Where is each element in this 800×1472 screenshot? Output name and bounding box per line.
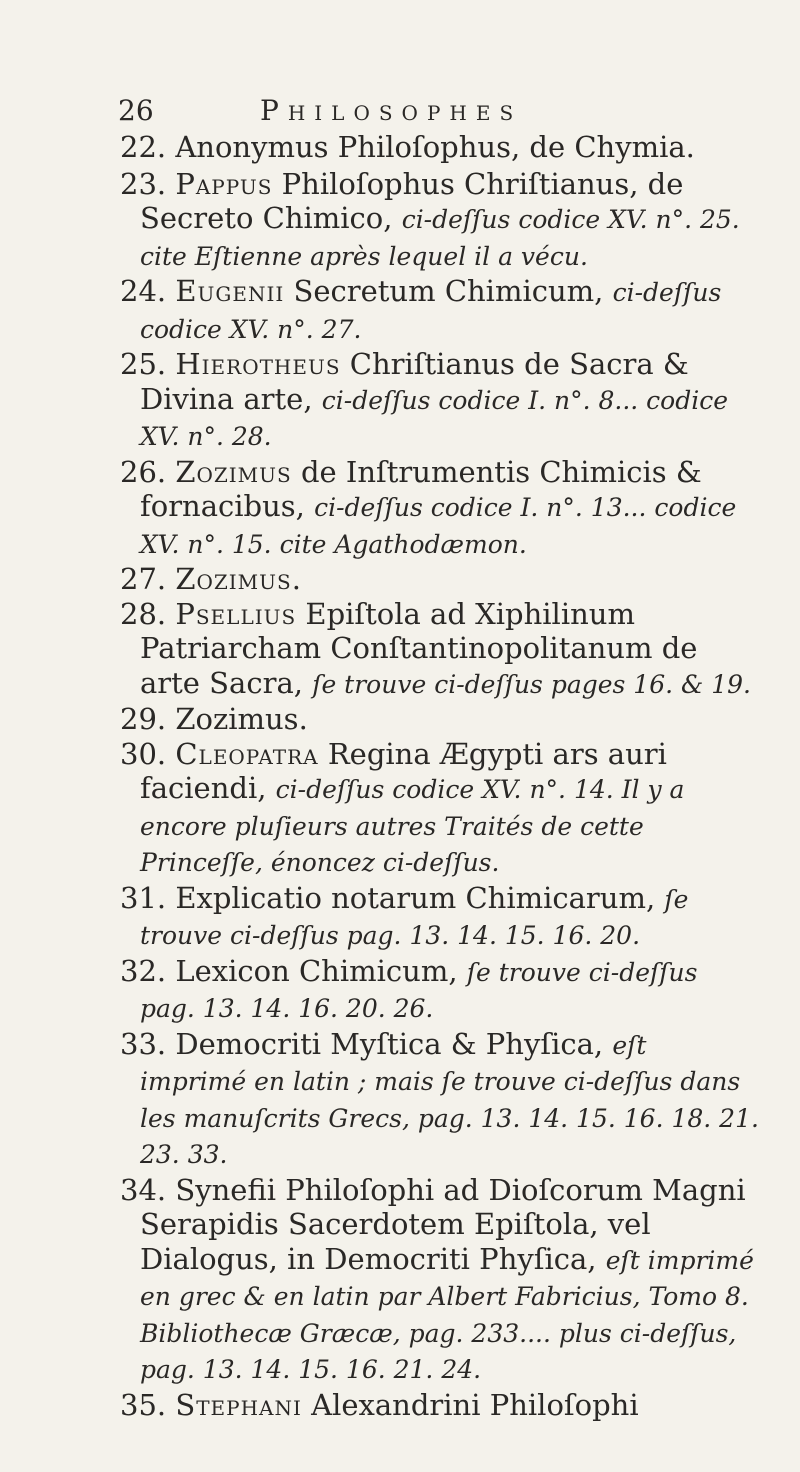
entry-text: Synefii Philoſophi ad Dioſcorum Magni Serapidis Sacerdotem Epiſtola, vel Dialogus, in Democriti Phyſica,	[140, 1172, 746, 1276]
entry-note: ſe trouve ci-deſſus pages 16. & 19.	[312, 669, 751, 699]
list-item	[120, 167, 760, 275]
list-item	[120, 1173, 760, 1388]
entry-note: ci-deſſus codice XV. n°. 27.	[140, 278, 722, 344]
entry-text: Chriſtianus de Sacra & Divina arte,	[140, 347, 689, 416]
entry-number: 28.	[120, 596, 167, 631]
running-title: Philosophes	[260, 94, 523, 127]
list-item	[120, 954, 760, 1027]
entry-number: 32.	[120, 953, 167, 988]
entry-number: 34.	[120, 1172, 167, 1207]
entry-note: ſe trouve ci-deſſus pag. 13. 14. 16. 20. 26.	[140, 957, 698, 1023]
entry-text: Secretum Chimicum,	[293, 274, 604, 308]
list-item	[120, 597, 760, 703]
entry-number: 35.	[120, 1387, 167, 1422]
author-name: Eugenii	[175, 274, 285, 308]
author-name: Zozimus.	[175, 562, 302, 596]
page-number: 26	[118, 94, 154, 127]
list-item	[120, 562, 760, 597]
author-name: Cleopatra	[175, 736, 319, 771]
entry-text: de Inſtrumentis Chimicis & fornacibus,	[140, 454, 702, 523]
entry-text: Alexandrini Philoſophi	[311, 1387, 639, 1422]
entry-text: Democriti Myſtica & Phyſica,	[175, 1026, 604, 1061]
author-name: Pappus	[175, 166, 273, 201]
entry-number: 22.	[120, 130, 167, 164]
entry-text: Philoſophus Chriſtianus, de Secreto Chimico,	[140, 166, 684, 235]
list-item	[120, 130, 760, 167]
catalogue-entries	[120, 130, 760, 1422]
entry-number: 33.	[120, 1026, 167, 1061]
entry-note: ci-deſſus codice XV. n°. 25. cite Eſtienne après lequel il a vécu.	[140, 205, 740, 271]
entry-note: ci-deſſus codice I. n°. 13... codice XV. n°. 15. cite Agathodæmon.	[140, 493, 737, 559]
entry-number: 29.	[120, 702, 167, 736]
author-name: Zozimus	[175, 454, 292, 489]
entry-text: Anonymus Philoſophus, de Chymia.	[175, 130, 695, 164]
entry-note: ci-deſſus codice XV. n°. 14. Il y a encore pluſieurs autres Traités de cette Princeſſe, énoncez ci-deſſus.	[140, 775, 685, 877]
author-name: Hierotheus	[175, 347, 341, 381]
entry-number: 27.	[120, 562, 167, 596]
list-item	[120, 881, 760, 954]
author-name: Psellius	[175, 596, 297, 631]
entry-note: eſt imprimé en latin ; mais ſe trouve ci-deſſus dans les manuſcrits Grecs, pag. 13. 14. 15. 16. 18. 21. 23. 33.	[140, 1030, 759, 1169]
entry-number: 23.	[120, 166, 167, 201]
author-name: Stephani	[175, 1387, 302, 1422]
entry-text: Zozimus.	[175, 702, 308, 736]
entry-text: Epiſtola ad Xiphilinum Patriarcham Conſtantinopolitanum de arte Sacra,	[140, 596, 698, 700]
entry-text: Regina Ægypti ars auri faciendi,	[140, 736, 667, 805]
entry-text: Lexicon Chimicum,	[175, 953, 458, 988]
entry-number: 31.	[120, 880, 167, 915]
entry-note: eſt imprimé en grec & en latin par Albert Fabricius, Tomo 8. Bibliothecæ Græcæ, pag. 233.... plus ci-deſſus, pag. 13. 14. 15. 16. 21. 24.	[140, 1245, 754, 1384]
list-item	[120, 274, 760, 347]
running-head	[118, 94, 718, 134]
list-item	[120, 1027, 760, 1173]
list-item	[120, 737, 760, 881]
entry-number: 24.	[120, 274, 167, 308]
list-item	[120, 1388, 760, 1423]
entry-note: ci-deſſus codice I. n°. 8... codice XV. n°. 28.	[140, 385, 729, 451]
entry-text: Explicatio notarum Chimicarum,	[175, 880, 656, 915]
list-item	[120, 347, 760, 455]
entry-note: ſe trouve ci-deſſus pag. 13. 14. 15. 16. 20.	[140, 884, 689, 950]
list-item	[120, 455, 760, 563]
list-item	[120, 702, 760, 737]
entry-number: 26.	[120, 454, 167, 489]
entry-number: 30.	[120, 736, 167, 771]
entry-number: 25.	[120, 347, 167, 381]
